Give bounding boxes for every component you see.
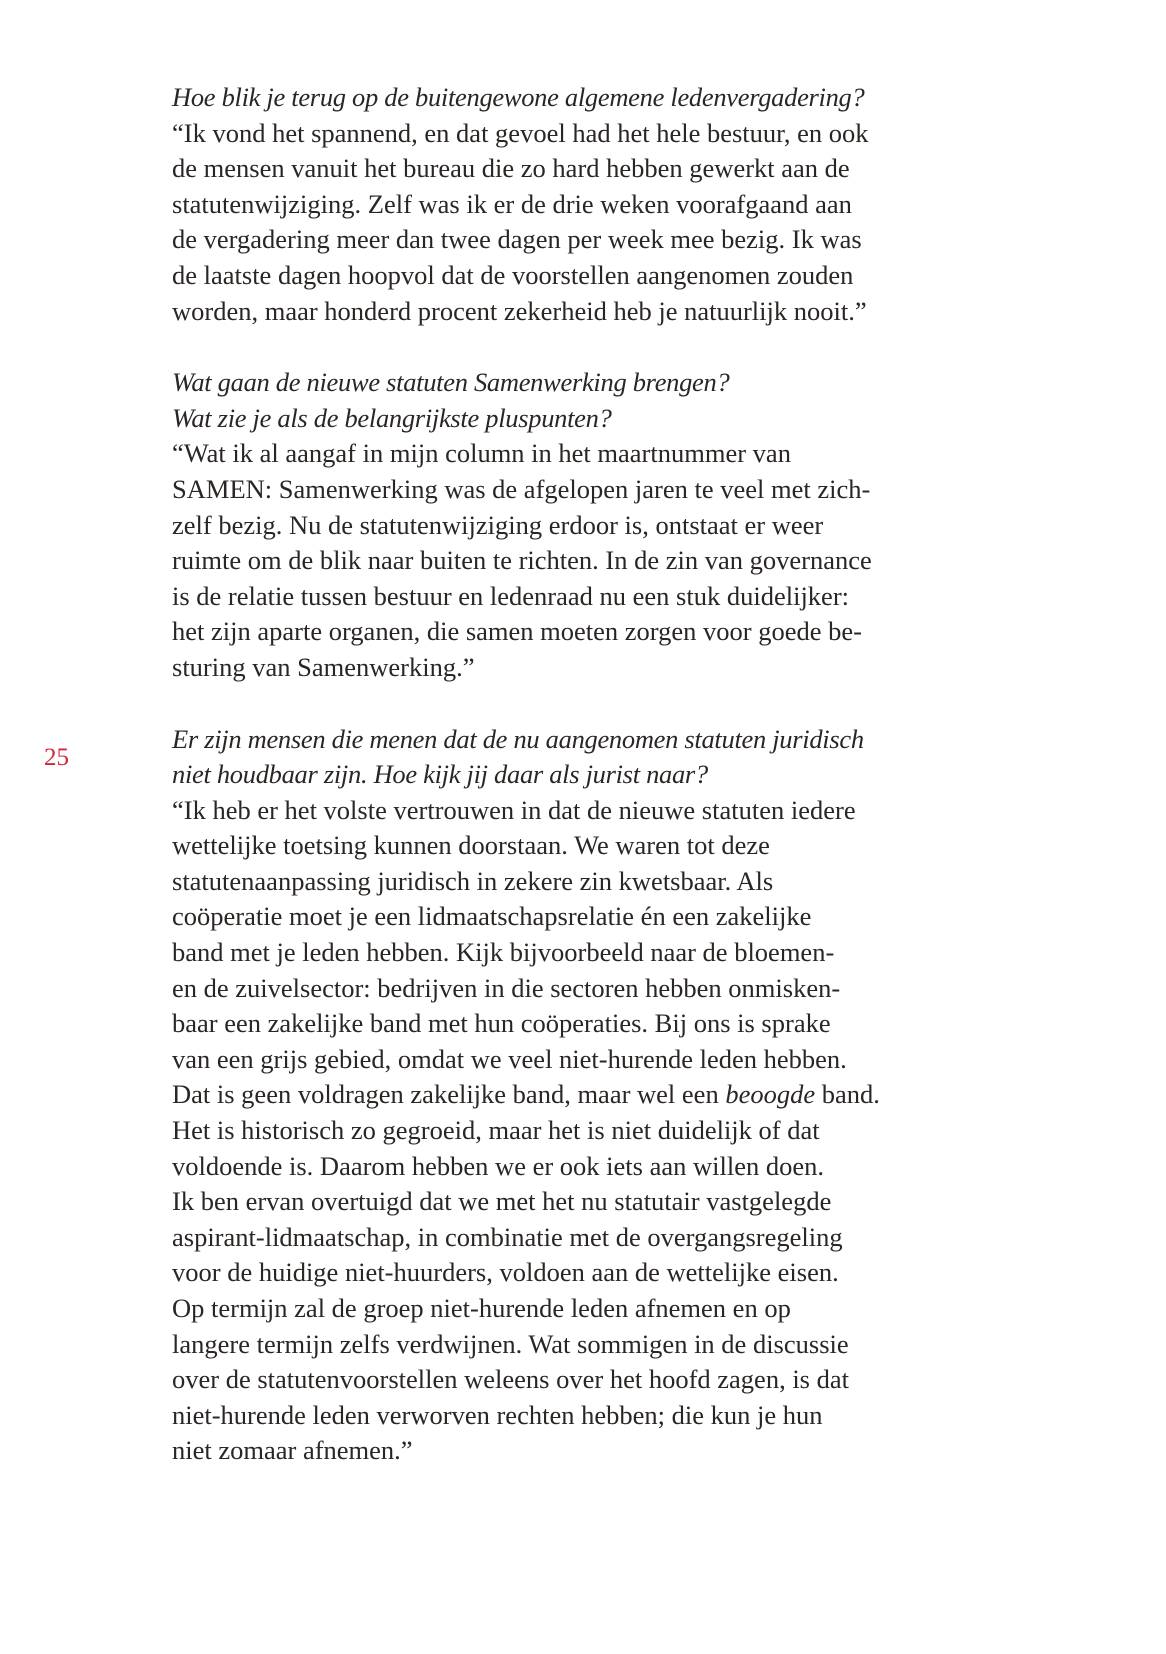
answer-line: en de zuivelsector: bedrijven in die sectoren hebben onmisken- bbox=[172, 972, 841, 1003]
question-line: niet houdbaar zijn. Hoe kijk jij daar als jurist naar? bbox=[172, 759, 708, 790]
answer bbox=[172, 116, 1032, 330]
question bbox=[172, 80, 1032, 116]
answer-line: sturing van Samenwerking.” bbox=[172, 651, 475, 682]
section-gap bbox=[172, 686, 1032, 722]
answer-line: niet zomaar afnemen.” bbox=[172, 1435, 413, 1466]
qa-section-1 bbox=[172, 80, 1032, 329]
answer-line: Ik ben ervan overtuigd dat we met het nu statutair vastgelegde bbox=[172, 1186, 832, 1217]
interview-text-column bbox=[172, 80, 1032, 1469]
answer-line bbox=[172, 1077, 1032, 1113]
answer-line: is de relatie tussen bestuur en ledenraad nu een stuk duidelijker: bbox=[172, 580, 850, 611]
question-line: Wat zie je als de belangrijkste pluspunten? bbox=[172, 402, 612, 433]
question-line: Er zijn mensen die menen dat de nu aangenomen statuten juridisch bbox=[172, 723, 864, 754]
answer-line: Het is historisch zo gegroeid, maar het is niet duidelijk of dat bbox=[172, 1115, 820, 1146]
answer-line: SAMEN: Samenwerking was de afgelopen jaren te veel met zich- bbox=[172, 473, 871, 504]
answer-line: worden, maar honderd procent zekerheid heb je natuurlijk nooit.” bbox=[172, 295, 867, 326]
emphasized-word: beoogde bbox=[725, 1079, 816, 1110]
question-line: Hoe blik je terug op de buitengewone algemene ledenvergadering? bbox=[172, 82, 865, 112]
answer-line: ruimte om de blik naar buiten te richten. In de zin van governance bbox=[172, 545, 872, 576]
answer-line: statutenaanpassing juridisch in zekere zin kwetsbaar. Als bbox=[172, 865, 774, 896]
answer-line: coöperatie moet je een lidmaatschapsrelatie én een zakelijke bbox=[172, 901, 812, 932]
section-gap bbox=[172, 329, 1032, 365]
page-number: 25 bbox=[44, 744, 69, 771]
answer-line: statutenwijziging. Zelf was ik er de drie weken voorafgaand aan bbox=[172, 188, 852, 219]
answer-line: “Ik heb er het volste vertrouwen in dat de nieuwe statuten iedere bbox=[172, 794, 856, 825]
answer-line: over de statutenvoorstellen weleens over het hoofd zagen, is dat bbox=[172, 1364, 849, 1395]
answer-line: de mensen vanuit het bureau die zo hard hebben gewerkt aan de bbox=[172, 153, 850, 184]
answer-line: voldoende is. Daarom hebben we er ook iets aan willen doen. bbox=[172, 1150, 824, 1181]
answer-line-text: Dat is geen voldragen zakelijke band, maar wel een bbox=[172, 1079, 726, 1110]
answer-line: zelf bezig. Nu de statutenwijziging erdoor is, ontstaat er weer bbox=[172, 509, 824, 540]
answer-line: baar een zakelijke band met hun coöperaties. Bij ons is sprake bbox=[172, 1008, 831, 1039]
question-line: Wat gaan de nieuwe statuten Samenwerking brengen? bbox=[172, 367, 730, 398]
qa-section-2 bbox=[172, 365, 1032, 685]
answer-line-tail: band. bbox=[815, 1079, 880, 1110]
answer bbox=[172, 793, 1032, 1469]
answer-line: van een grijs gebied, omdat we veel niet-hurende leden hebben. bbox=[172, 1043, 847, 1074]
answer-line: band met je leden hebben. Kijk bijvoorbeeld naar de bloemen- bbox=[172, 937, 835, 968]
answer-line: aspirant-lidmaatschap, in combinatie met de overgangsregeling bbox=[172, 1221, 843, 1252]
answer-line: het zijn aparte organen, die samen moeten zorgen voor goede be- bbox=[172, 616, 862, 647]
answer-line: “Wat ik al aangaf in mijn column in het maartnummer van bbox=[172, 438, 791, 469]
answer-line: langere termijn zelfs verdwijnen. Wat sommigen in de discussie bbox=[172, 1328, 849, 1359]
question bbox=[172, 365, 1032, 436]
answer-line: niet-hurende leden verworven rechten hebben; die kun je hun bbox=[172, 1399, 823, 1430]
answer-line: wettelijke toetsing kunnen doorstaan. We waren tot deze bbox=[172, 830, 770, 861]
question bbox=[172, 722, 1032, 793]
answer-line: “Ik vond het spannend, en dat gevoel had het hele bestuur, en ook bbox=[172, 117, 869, 148]
answer-line: Op termijn zal de groep niet-hurende leden afnemen en op bbox=[172, 1293, 791, 1323]
answer bbox=[172, 436, 1032, 685]
answer-line: voor de huidige niet-huurders, voldoen aan de wettelijke eisen. bbox=[172, 1257, 839, 1288]
qa-section-3 bbox=[172, 722, 1032, 1469]
answer-line: de laatste dagen hoopvol dat de voorstellen aangenomen zouden bbox=[172, 259, 854, 290]
answer-line: de vergadering meer dan twee dagen per week mee bezig. Ik was bbox=[172, 224, 862, 255]
